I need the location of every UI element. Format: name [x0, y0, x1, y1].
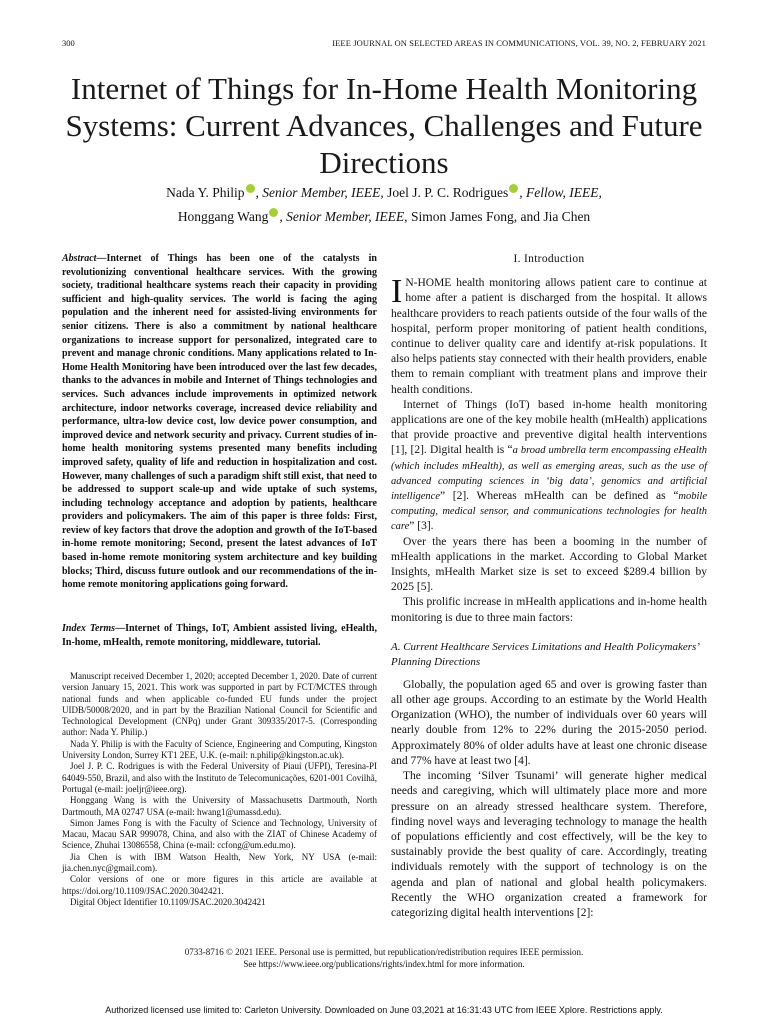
- subsection-heading: A. Current Healthcare Services Limitations and Health Policymakers’ Planning Directions: [391, 640, 699, 668]
- footnote: Digital Object Identifier 10.1109/JSAC.2020.3042421: [70, 896, 266, 907]
- abstract: Abstract—Internet of Things has been one of the catalysts in revolutionizing conventional healthcare services. With the growing society, traditional healthcare systems reach their capacity in providing sufficient and high-quality services. The world is facing the aging population and the inherent need for assisted-living environments for senior citizens. There is also a commitment by national healthcare organizations to increase support for personalized, integrated care to prevent and manage chronic conditions. Many applications related to In-Home Health Monitoring have been introduced over the last few decades, thanks to the advances in mobile and Internet of Things technologies and services. Such advances include improvements in optimized network architecture, indoor networks coverage, increased device reliability and performance, ultra-low device cost, low device power consumption, and improved device and network security and privacy. Current studies of in-home health monitoring systems presented many benefits including improved safety, quality of life and reduction in hospitalization and cost. However, many challenges of such a paradigm shift still exist, that need to be addressed to support scale-up and wide uptake of such systems, including technology acceptance and adoption by patients, healthcare providers and policymakers. The aim of this paper is three folds: First, review of key factors that drove the adoption and growth of the IoT-based in-home remote monitoring; Second, present the latest advances of IoT based in-home remote monitoring system architecture and key building blocks; Third, discuss future outlook and our recommendations of the in-home remote monitoring applications going forward.: [62, 253, 377, 591]
- intro-paragraph: [391, 398, 707, 535]
- quote-text: a broad umbrella term encompassing eHealth (which includes mHealth), as well as emerging areas, such as the use of advanced computing sciences in ‘big data’, genomics and artificial intelligence: [391, 445, 707, 503]
- intro-text: N-HOME health monitoring allows patient care to continue at home after a patient is discharged from the hospital. It allows healthcare providers to reach patients outside of the four walls of the hospital, perform proper monitoring of patient health conditions, continue to deliver quality care and identify at-risk populations. It also helps patients stay connected with their health providers, enable them to remain compliant with treatment plans and improve their health conditions.: [391, 277, 707, 396]
- copyright-notice: [62, 947, 706, 970]
- intro-text: ” [2]. Whereas mHealth can be defined as “: [439, 490, 679, 503]
- abstract-label: Abstract: [62, 253, 97, 264]
- footnote: Simon James Fong is with the Faculty of Science and Technology, University of Macau, Macau SAR 999078, China, and also with the ZIAT of Chinese Academy of Science, Zhuhai 13086558, China (e-mail: ccfong@um.edu.mo).: [62, 817, 377, 851]
- orcid-icon[interactable]: [246, 184, 255, 193]
- paper-title: Internet of Things for In-Home Health Monitoring Systems: Current Advances, Challenges and Future Directions: [65, 71, 703, 180]
- index-terms-label: Index Terms: [62, 623, 116, 634]
- intro-paragraph: This prolific increase in mHealth applications and in-home health monitoring is due to three main factors:: [391, 596, 707, 624]
- intro-paragraph: [391, 273, 707, 398]
- author-role: , Fellow, IEEE,: [519, 185, 602, 200]
- author-name: Nada Y. Philip: [166, 185, 245, 200]
- body-paragraph: The incoming ‘Silver Tsunami’ will generate higher medical needs and caregiving, which will ultimately place more and more pressure on an already stressed healthcare system. Therefore, finding novel ways and leveraging technology to manage the health of populations efficiently and cost effectively, will be the key to sustainably provide the best quality of care. Accordingly, treating individuals remotely with the support of technology is on the agenda and plan of national and global health policymakers. Recently the WHO organization created a framework for categorizing digital health interventions [2]:: [391, 770, 707, 919]
- orcid-icon[interactable]: [269, 208, 278, 217]
- footnote: Jia Chen is with IBM Watson Health, New York, NY USA (e-mail: jia.chen.nyc@gmail.com).: [62, 851, 377, 874]
- footnote: Nada Y. Philip is with the Faculty of Science, Engineering and Computing, Kingston University London, Surrey KT1 2EE, U.K. (e-mail: n.philip@kingston.ac.uk).: [62, 738, 377, 761]
- body-paragraph: Globally, the population aged 65 and over is growing faster than all other age groups. According to an estimate by the World Health Organization (WHO), the number of individuals over 60 years will nearly double from 12% to 22% during the 2015-2050 period. Approximately 80% of older adults have at least one chronic disease and 77% have at least two [4].: [391, 678, 707, 767]
- author-role: , Senior Member, IEEE,: [279, 209, 411, 224]
- index-terms-text: Internet of Things, IoT, Ambient assisted living, eHealth, In-home, mHealth, remote monitoring, middleware, tutorial.: [62, 623, 377, 648]
- footnotes: [62, 671, 377, 908]
- copyright-line: 0733-8716 © 2021 IEEE. Personal use is permitted, but republication/redistribution requires IEEE permission.: [184, 947, 584, 957]
- author-name: Honggang Wang: [177, 209, 269, 224]
- intro-text: Internet of Things (IoT) based in-home health monitoring applications are one of the key mobile health (mHealth) applications that provide proactive and preventive digital health interventions [1], [2]. Digital health is “: [391, 398, 707, 457]
- footnote: Joel J. P. C. Rodrigues is with the Federal University of Piauí (UFPI), Teresina-PI 64049-550, Brazil, and also with the Instituto de Telecomunicações, 6201-001 Covilhã, Portugal (e-mail: joeljr@ieee.org).: [62, 761, 377, 794]
- quote-text: mobile computing, medical sensor, and communications technologies for health care: [391, 491, 707, 533]
- intro-text: ” [3].: [409, 520, 434, 533]
- intro-paragraph: Over the years there has been a booming in the number of mHealth applications in the market. According to Global Market Insights, mHealth Market size is set to exceed $289.4 billion by 2025 [5].: [391, 535, 707, 594]
- journal-header: IEEE JOURNAL ON SELECTED AREAS IN COMMUNICATIONS, VOL. 39, NO. 2, FEBRUARY 2021: [332, 38, 706, 48]
- abstract-text: Internet of Things has been one of the catalysts in revolutionizing conventional healthcare services. With the growing society, traditional healthcare systems reach their capacity in providing sufficient and high-quality services. The world is facing the aging population and the inherent need for assisted-living environments for senior citizens. There is also a commitment by national healthcare organizations to increase support for personalized, integrated care to prevent and manage chronic conditions. Many applications related to In-Home Health Monitoring have been introduced over the last few decades, thanks to the advances in mobile and Internet of Things technologies and services. Such advances include improvements in optimized network architecture, indoor networks coverage, increased device reliability and performance, ultra-low device cost, low device power consumption, and improved device and network security and privacy. Current studies of in-home health monitoring systems presented many benefits including improved safety, quality of life and reduction in hospitalization and cost. However, many challenges of such a paradigm shift still exist, that need to be addressed to support scale-up and wide uptake of such systems, including technology acceptance and adoption by patients, healthcare providers and policymakers. The aim of this paper is three folds: First, review of key factors that drove the adoption and growth of the IoT-based in-home remote monitoring; Second, present the latest advances of IoT based in-home remote monitoring system architecture and key building blocks; Third, discuss future outlook and our recommendations of the in-home remote monitoring applications going forward.: [62, 253, 377, 591]
- orcid-icon[interactable]: [509, 184, 518, 193]
- page-number: 300: [62, 38, 75, 48]
- copyright-line: See https://www.ieee.org/publications/rights/index.html for more information.: [243, 958, 525, 969]
- footnote: Manuscript received December 1, 2020; accepted December 1, 2020. Date of current version January 15, 2021. This work was supported in part by FCT/MCTES through national funds and when applicable co-funded EU funds under the project UIDB/50008/2020, and in part by the Brazilian National Council for Scientific and Technological Development (CNPq) under Grant 309335/2017-5. (Corresponding author: Nada Y. Philip.): [62, 671, 377, 738]
- author-name: Joel J. P. C. Rodrigues: [387, 185, 509, 200]
- author-name: Simon James Fong, and Jia Chen: [410, 209, 591, 224]
- footnote: Honggang Wang is with the University of Massachusetts Dartmouth, North Dartmouth, MA 02747 USA (e-mail: hwang1@umassd.edu).: [62, 795, 377, 817]
- author-role: , Senior Member, IEEE,: [255, 185, 388, 200]
- introduction-column: [391, 252, 707, 921]
- index-terms: Index Terms—Internet of Things, IoT, Ambient assisted living, eHealth, In-home, mHealth, remote monitoring, middleware, tutorial.: [62, 623, 377, 648]
- author-list: [40, 181, 728, 229]
- footnote: Color versions of one or more figures in this article are available at https://doi.org/10.1109/JSAC.2020.3042421.: [62, 874, 377, 896]
- license-footer: Authorized licensed use limited to: Carleton University. Downloaded on June 03,2021 at 16:31:43 UTC from IEEE Xplore. Restrictions apply.: [105, 1005, 663, 1015]
- section-heading: I. Introduction: [513, 253, 585, 265]
- drop-cap: I: [391, 273, 403, 311]
